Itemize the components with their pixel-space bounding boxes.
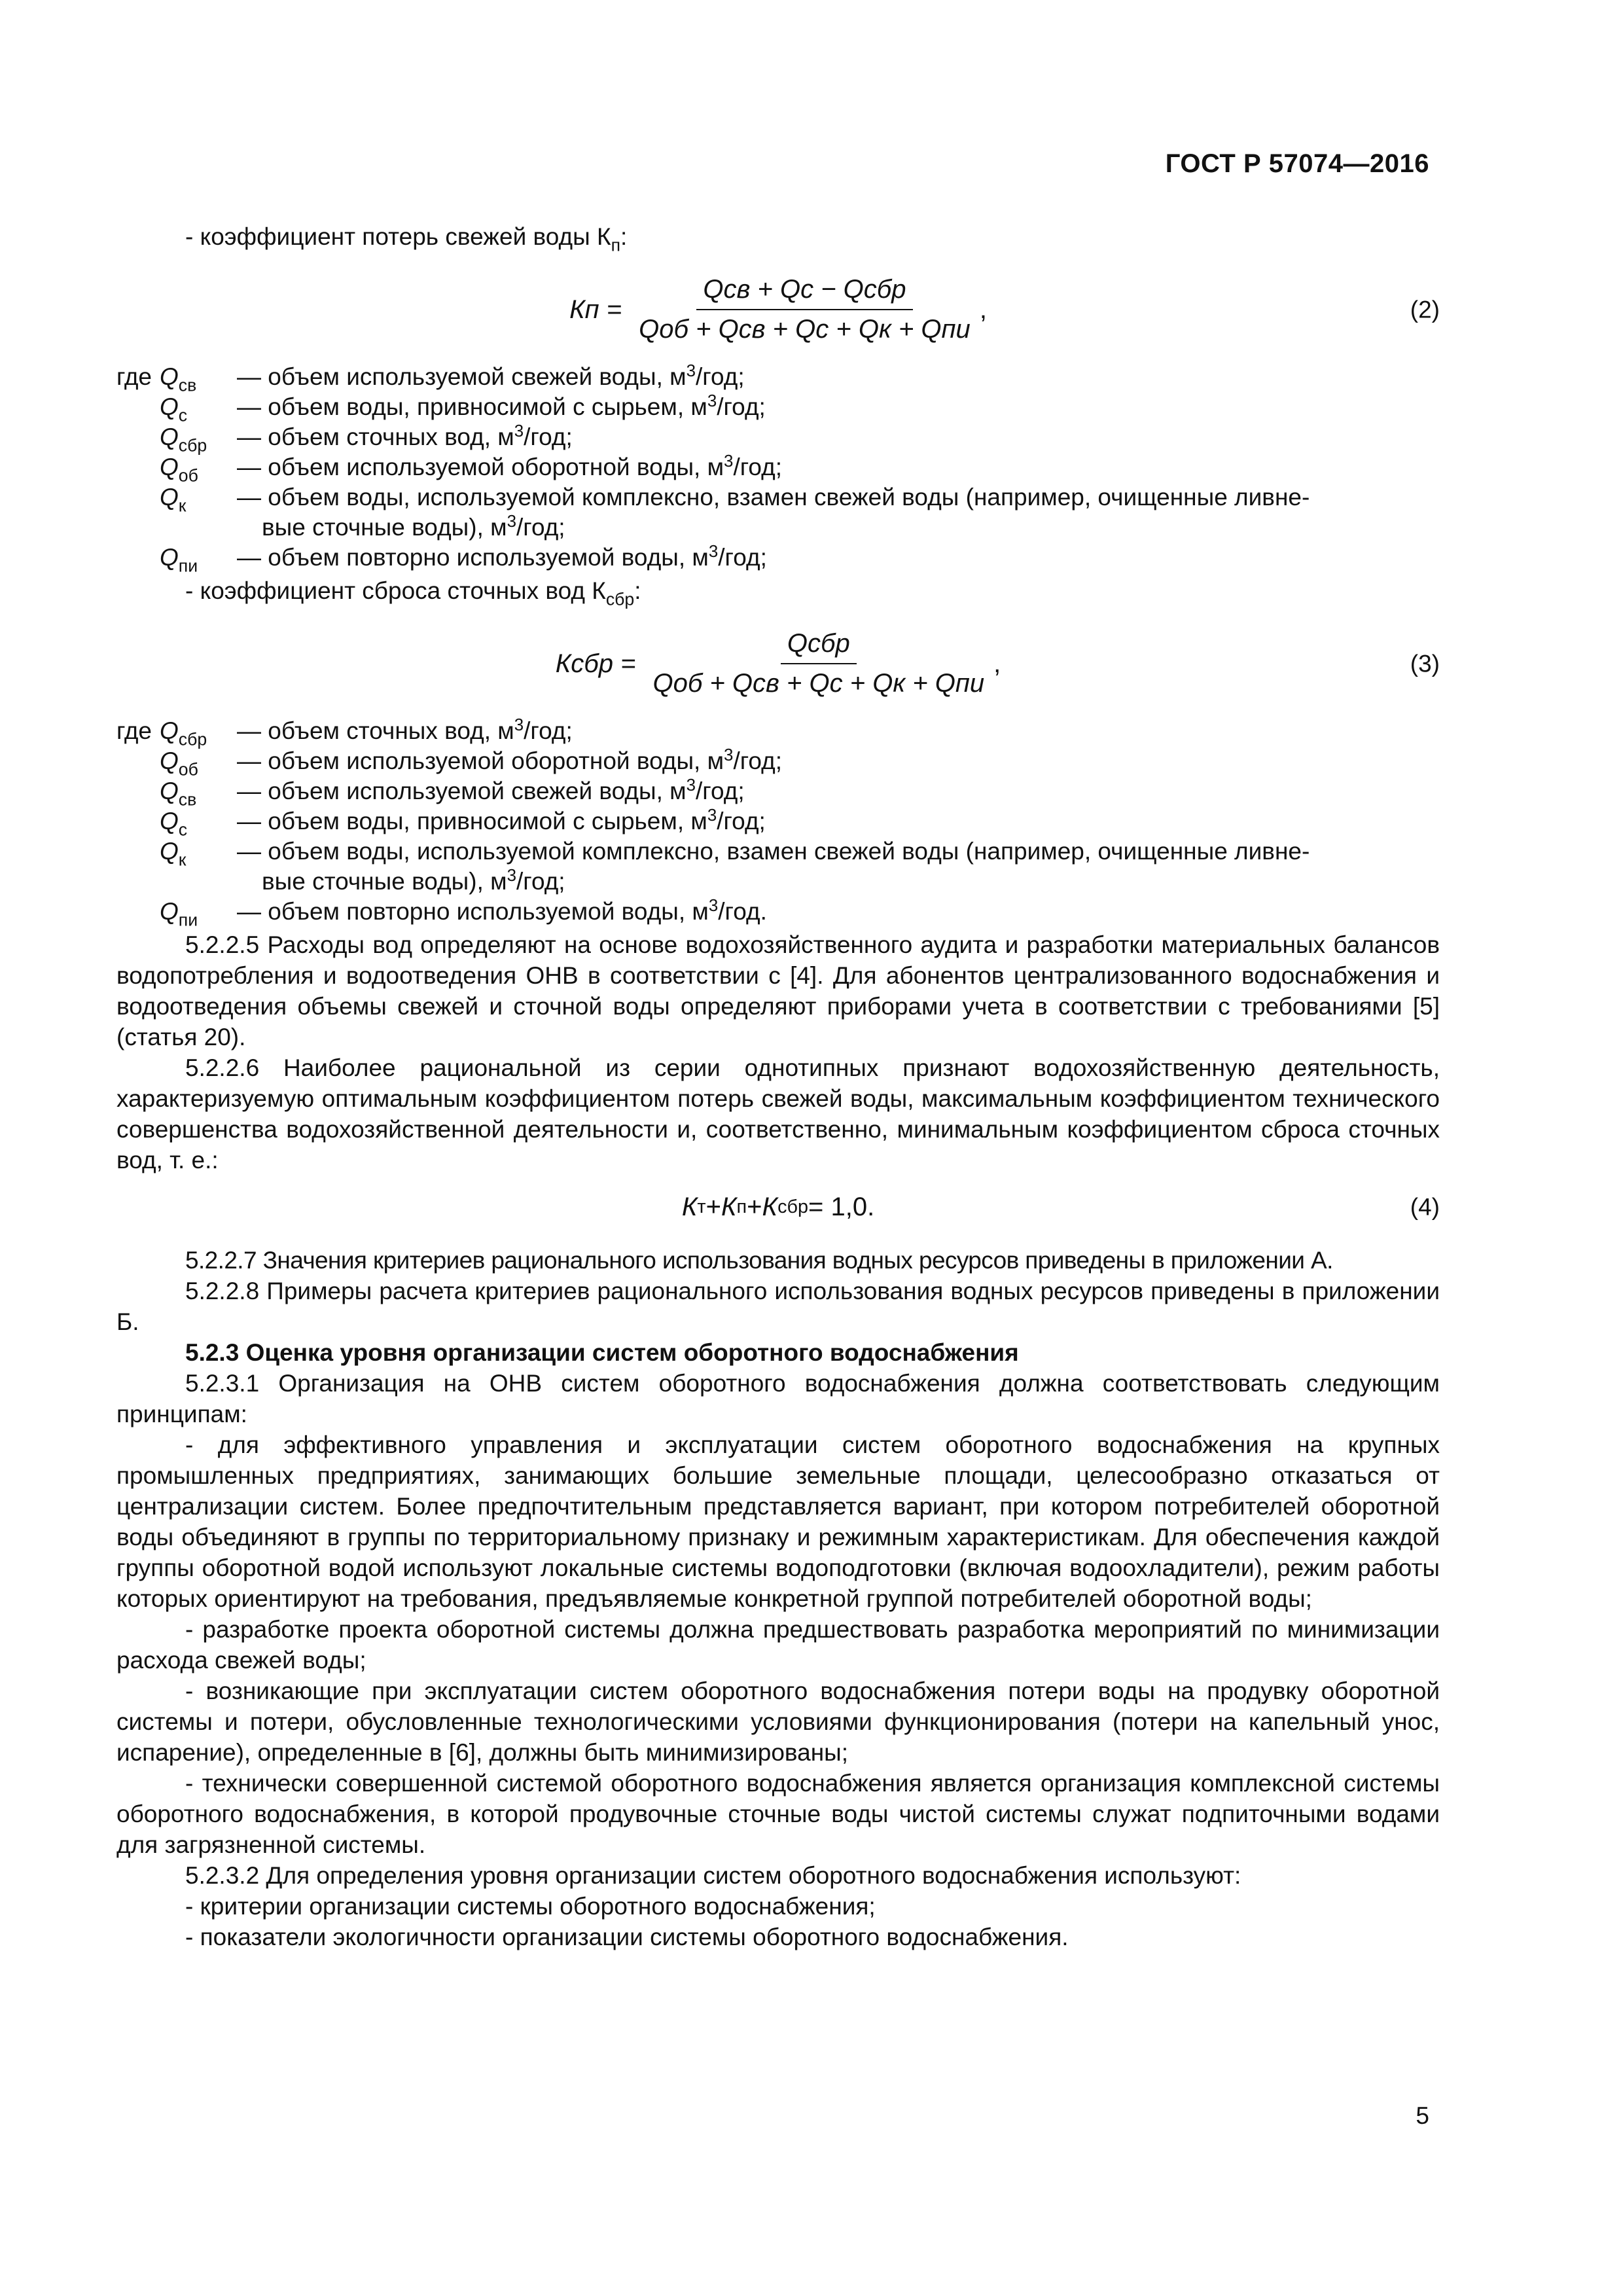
definition-text: — объем сточных вод, $м^3$/год; <box>237 716 573 744</box>
definition-item <box>116 836 1440 897</box>
paragraph-5-2-2-5: 5.2.2.5 Расходы вод определяют на основе водохозяйственного аудита и разработки материальных балансов водопотребления и водоотведения ОНВ в соответствии с [4]. Для абонентов централизованного водоснабжения и водоотведения объемы свежей и сточной воды определяют приборами учета в соответствии с требованиями [5] (статья 20). <box>116 931 1440 1050</box>
definition-text: — объем воды, используемой комплексно, взамен свежей воды (например, очищенные ливне- вые сточные воды), $м^3$/год; <box>237 484 1310 541</box>
symbol: $Q_к$ <box>160 484 187 516</box>
formula-lhs: Ксбр = <box>555 649 636 678</box>
definition-item: где $Q_{св}$ — объем используемой свежей воды, $м^3$/год; <box>116 362 1440 392</box>
page-number: 5 <box>1416 2102 1429 2129</box>
symbol: $Q_{св}$ <box>160 778 197 810</box>
section-heading-5-2-3: 5.2.3 Оценка уровня организации систем оборотного водоснабжения <box>185 1339 1019 1366</box>
symbol: $Q_{пи}$ <box>160 544 198 576</box>
definition-text: — объем используемой оборотной воды, $м^3$/год; <box>237 746 783 774</box>
symbol: $Q_к$ <box>160 838 187 870</box>
equation-number: (2) <box>1410 296 1440 323</box>
formula-numerator: Qсбр <box>781 628 857 664</box>
definition-item <box>116 897 1440 930</box>
definition-text: — объем используемой свежей воды, $м^3$/год; <box>237 362 745 390</box>
paragraph-5-2-3-2: 5.2.3.2 Для определения уровня организации систем оборотного водоснабжения используют: <box>185 1862 1241 1889</box>
document-header: ГОСТ Р 57074—2016 <box>1165 149 1429 178</box>
formula-2: Кп = $\frac{\text{Qсв + Qс − Qсбр}}{\text{Qоб + Qсв + Qс + Qк + Qпи}}$ , (2) <box>569 275 1440 344</box>
symbol: $Q_{св}$ <box>160 363 197 395</box>
list-item: - показатели экологичности организации системы оборотного водоснабжения. <box>185 1924 1069 1950</box>
definitions-list <box>116 716 1440 930</box>
list-item: - технически совершенной системой оборотного водоснабжения является организация комплексной системы оборотного водоснабжения, в которой продувочные сточные воды чистой системы служат подпиточными водами для загрязненной системы. <box>116 1770 1440 1858</box>
paragraph-5-2-3-1: 5.2.3.1 Организация на ОНВ систем оборотного водоснабжения должна соответствовать следующим принципам: <box>116 1370 1440 1427</box>
definition-item <box>116 806 1440 840</box>
definition-item <box>116 452 1440 486</box>
definition-text: — объем используемой свежей воды, $м^3$/год; <box>237 776 745 804</box>
definition-item: где $Q_{сбр}$ — объем сточных вод, $м^3$/год; <box>116 716 1440 746</box>
kp-intro: - коэффициент потерь свежей воды $К_п$: <box>185 223 628 255</box>
definition-text: — объем используемой оборотной воды, $м^3$/год; <box>237 452 783 480</box>
symbol: $Q_{об}$ <box>160 454 198 486</box>
list-item: - возникающие при эксплуатации систем оборотного водоснабжения потери воды на продувку оборотной системы и потери, обусловленные технологическими условиями функционирования (потери на капельный унос, испарение), определенные в [6], должны быть минимизированы; <box>116 1677 1440 1766</box>
formula-denominator: Qоб + Qсв + Qс + Qк + Qпи <box>652 669 985 698</box>
symbol: $Q_{об}$ <box>160 747 198 780</box>
definition-item <box>116 392 1440 425</box>
definitions-list <box>116 362 1440 576</box>
definition-item <box>116 422 1440 456</box>
list-item: - для эффективного управления и эксплуатации систем оборотного водоснабжения на крупных промышленных предприятиях, занимающих большие земельные площади, целесообразно отказаться от централизации систем. Более предпочтительным представляется вариант, при котором потребителей оборотной воды объединяют в группы по территориальному признаку и режимным характеристикам. Для обеспечения каждой группы оборотной водой используют локальные системы водоподготовки (включая водоохладители), режим работы которых ориентируют на требования, предъявляемые конкретной группой потребителей оборотной воды; <box>116 1431 1440 1612</box>
definition-item <box>116 746 1440 780</box>
formula-numerator: Qсв + Qс − Qсбр <box>696 274 912 310</box>
formula-3: Ксбр = $\frac{\text{Qсбр}}{\text{Qоб + Qсв + Qс + Qк + Qпи}}$ , (3) <box>555 629 1440 698</box>
list-item: - разработке проекта оборотной системы должна предшествовать разработка мероприятий по минимизации расхода свежей воды; <box>116 1616 1440 1674</box>
definition-item <box>116 482 1440 543</box>
ksbr-intro: - коэффициент сброса сточных вод $К_{сбр}$: <box>185 577 641 609</box>
definition-text: — объем повторно используемой воды, $м^3$/год; <box>237 543 767 571</box>
symbol: $Q_с$ <box>160 808 188 840</box>
symbol: $Q_{сбр}$ <box>160 717 207 749</box>
definition-text: — объем сточных вод, $м^3$/год; <box>237 422 573 450</box>
symbol: $Q_с$ <box>160 393 188 425</box>
page-body <box>116 221 1440 1952</box>
definition-text: — объем воды, используемой комплексно, взамен свежей воды (например, очищенные ливне- вые сточные воды), $м^3$/год; <box>237 838 1310 895</box>
symbol: $Q_{пи}$ <box>160 898 198 930</box>
formula-4: К т + К п + К сбр = 1,0. (4) <box>681 1192 1440 1221</box>
formula-denominator: Qоб + Qсв + Qс + Qк + Qпи <box>639 315 971 344</box>
equation-number: (4) <box>1410 1193 1440 1221</box>
definition-item <box>116 776 1440 810</box>
paragraph-5-2-2-7: 5.2.2.7 Значения критериев рационального использования водных ресурсов приведены в приложении А. <box>185 1247 1333 1274</box>
formula-lhs: Кп = <box>569 295 622 324</box>
paragraph-5-2-2-6: 5.2.2.6 Наиболее рациональной из серии однотипных признают водохозяйственную деятельность, характеризуемую оптимальным коэффициентом потерь свежей воды, максимальным коэффициентом технического совершенства водохозяйственной деятельности и, соответственно, минимальным коэффициентом сброса сточных вод, т. е.: <box>116 1054 1440 1174</box>
list-item: - критерии организации системы оборотного водоснабжения; <box>185 1893 876 1920</box>
equation-number: (3) <box>1410 650 1440 677</box>
definition-text: — объем воды, привносимой с сырьем, $м^3$/год; <box>237 392 766 420</box>
definition-item <box>116 543 1440 576</box>
definition-text: — объем повторно используемой воды, $м^3$/год. <box>237 897 767 925</box>
paragraph-5-2-2-8: 5.2.2.8 Примеры расчета критериев рационального использования водных ресурсов приведены в приложении Б. <box>116 1278 1440 1335</box>
definition-text: — объем воды, привносимой с сырьем, $м^3$/год; <box>237 806 766 834</box>
symbol: $Q_{сбр}$ <box>160 423 207 456</box>
